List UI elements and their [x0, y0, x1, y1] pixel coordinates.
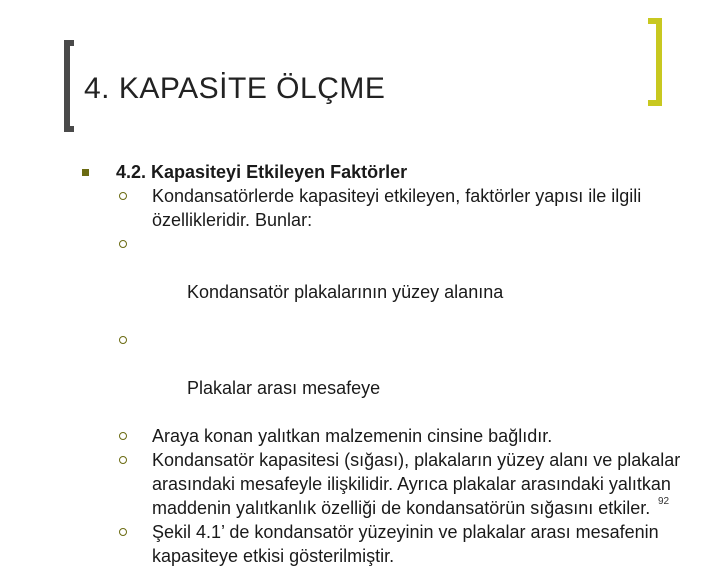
circle-bullet-icon: [119, 240, 127, 248]
list-item: [82, 424, 682, 448]
left-bracket-decoration: [64, 40, 74, 132]
page-number: 92: [658, 496, 670, 507]
list-item-text: Kondansatör kapasitesi (sığası), plakaların yüzey alanı ve plakalar arasındaki mesafeyle ilişkilidir. Ayrıca plakalar arasındaki yalıtkan maddenin yalıtkanlık özelliği de kondansatörün sığasını etkiler.: [152, 450, 681, 518]
list-item-text: Plakalar arası mesafeye: [182, 378, 381, 398]
circle-bullet-icon: [119, 192, 127, 200]
list-item: [82, 328, 682, 424]
circle-bullet-icon: [119, 528, 127, 536]
sub-bullet-list: [82, 184, 682, 568]
bullet-heading: [82, 160, 682, 184]
list-item: [82, 520, 682, 568]
slide-content: [82, 160, 682, 568]
square-bullet-icon: [82, 169, 89, 176]
list-item: [82, 184, 682, 232]
list-item-text: Kondansatörlerde kapasiteyi etkileyen, faktörler yapısı ile ilgili özellikleridir. Bunlar:: [152, 186, 642, 230]
list-item: [82, 232, 682, 328]
circle-bullet-icon: [119, 432, 127, 440]
list-item: [82, 448, 682, 520]
list-item-text: Şekil 4.1’ de kondansatör yüzeyinin ve plakalar arası mesafenin kapasiteye etkisi gösterilmiştir.: [152, 522, 659, 566]
list-item-text: Kondansatör plakalarının yüzey alanına: [182, 282, 504, 302]
circle-bullet-icon: [119, 336, 127, 344]
heading-text: 4.2. Kapasiteyi Etkileyen Faktörler: [116, 162, 408, 182]
right-bracket-decoration: [648, 18, 662, 106]
slide-title: 4. KAPASİTE ÖLÇME: [84, 72, 386, 105]
circle-bullet-icon: [119, 456, 127, 464]
list-item-text: Araya konan yalıtkan malzemenin cinsine bağlıdır.: [152, 426, 553, 446]
